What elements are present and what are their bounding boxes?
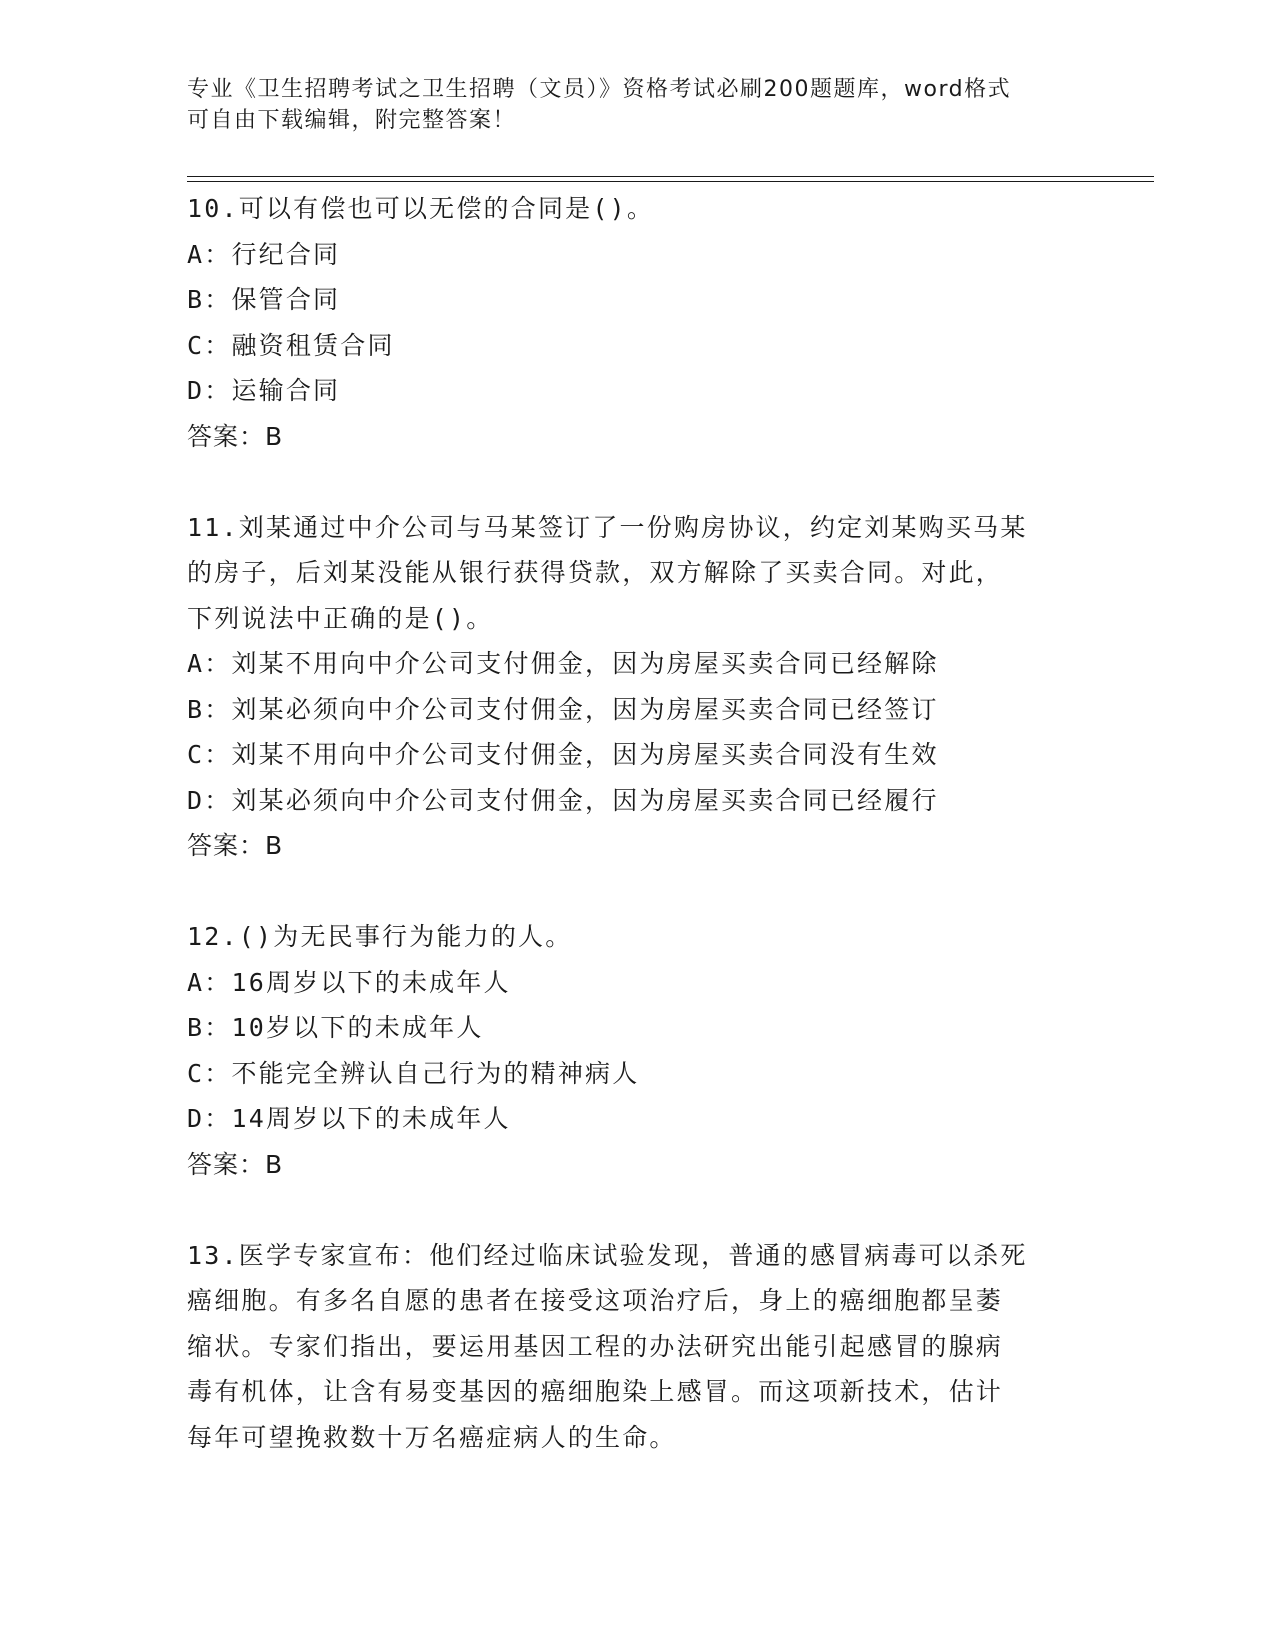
answer: 答案：B <box>187 831 284 860</box>
option-b: B：保管合同 <box>187 285 341 314</box>
question-stem-line-2: 癌细胞。有多名自愿的患者在接受这项治疗后，身上的癌细胞都呈萎 <box>187 1286 1004 1315</box>
question-stem-line-2: 的房子，后刘某没能从银行获得贷款，双方解除了买卖合同。对此， <box>187 558 1004 587</box>
document-header <box>187 74 1067 136</box>
question-stem-line-3: 缩状。专家们指出，要运用基因工程的办法研究出能引起感冒的腺病 <box>187 1331 1004 1361</box>
question-stem-line-3: 下列说法中正确的是()。 <box>187 603 494 633</box>
question-stem-line-1: 11.刘某通过中介公司与马某签订了一份购房协议，约定刘某购买马某 <box>187 512 1028 542</box>
question-stem-line-5: 每年可望挽救数十万名癌症病人的生命。 <box>187 1422 677 1452</box>
option-b: B：刘某必须向中介公司支付佣金，因为房屋买卖合同已经签订 <box>187 694 939 724</box>
header-line-2: 可自由下载编辑，附完整答案！ <box>187 108 517 133</box>
header-divider-top <box>187 176 1154 177</box>
option-d: D：运输合同 <box>187 376 341 405</box>
header-divider-bottom <box>187 181 1154 182</box>
option-c: C：刘某不用向中介公司支付佣金，因为房屋买卖合同没有生效 <box>187 740 939 769</box>
question-13 <box>187 1233 1087 1461</box>
option-a: A：行纪合同 <box>187 239 341 269</box>
question-stem: 10.可以有偿也可以无偿的合同是()。 <box>187 194 655 223</box>
header-line-1: 专业《卫生招聘考试之卫生招聘（文员）》资格考试必刷200题题库，word格式 <box>187 77 1012 102</box>
question-stem: 12.()为无民事行为能力的人。 <box>187 922 573 951</box>
question-stem-line-1: 13.医学专家宣布：他们经过临床试验发现，普通的感冒病毒可以杀死 <box>187 1240 1028 1270</box>
option-c: C：融资租赁合同 <box>187 330 395 360</box>
answer: 答案：B <box>187 421 284 451</box>
answer: 答案：B <box>187 1149 284 1179</box>
option-b: B：10岁以下的未成年人 <box>187 1013 484 1042</box>
option-a: A：16周岁以下的未成年人 <box>187 967 511 997</box>
option-d: D：14周岁以下的未成年人 <box>187 1104 511 1133</box>
question-list <box>187 186 1087 1460</box>
option-a: A：刘某不用向中介公司支付佣金，因为房屋买卖合同已经解除 <box>187 649 939 678</box>
question-stem-line-4: 毒有机体，让含有易变基因的癌细胞染上感冒。而这项新技术，估计 <box>187 1377 1004 1406</box>
question-11 <box>187 505 1087 869</box>
option-c: C：不能完全辨认自己行为的精神病人 <box>187 1058 640 1088</box>
option-d: D：刘某必须向中介公司支付佣金，因为房屋买卖合同已经履行 <box>187 785 939 815</box>
question-10 <box>187 186 1087 459</box>
question-12 <box>187 914 1087 1187</box>
